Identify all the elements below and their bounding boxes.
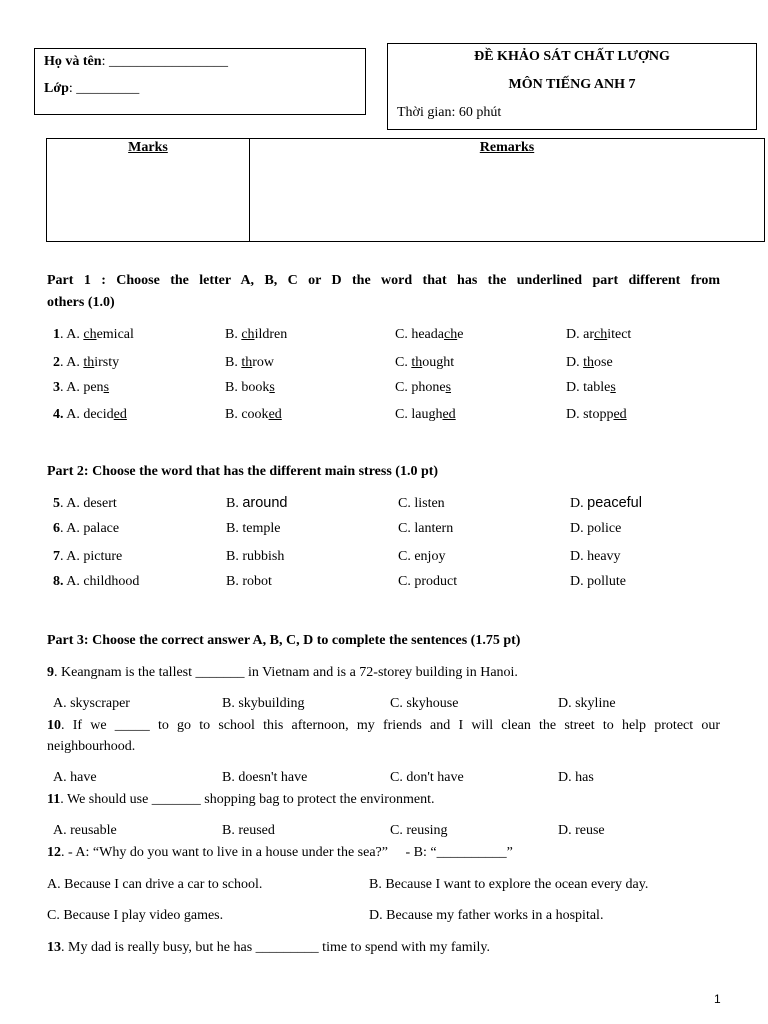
q3-option-b[interactable]: B. books (225, 380, 275, 395)
q1-option-c[interactable]: C. headache (395, 327, 464, 342)
q12-option-c[interactable]: C. Because I play video games. (47, 908, 224, 923)
q12-option-a[interactable]: A. Because I can drive a car to school. (47, 877, 263, 892)
q3-option-a[interactable]: 3. A. pens (53, 380, 110, 395)
q2-option-d[interactable]: D. those (566, 355, 613, 370)
q12-option-d[interactable]: D. Because my father works in a hospital. (369, 908, 604, 923)
q10-stem-line1: 10. If we _____ to go to school this afternoon, my friends and I will clean the street to help protect our (47, 718, 720, 733)
name-label: Họ và tên (44, 54, 102, 69)
q11-option-a[interactable]: A. reusable (53, 823, 117, 838)
q9-option-d[interactable]: D. skyline (558, 696, 616, 711)
q4-option-b[interactable]: B. cooked (225, 407, 282, 422)
q3-option-d[interactable]: D. tables (566, 380, 616, 395)
q10-option-b[interactable]: B. doesn't have (222, 770, 308, 785)
q9-option-c[interactable]: C. skyhouse (390, 696, 459, 711)
q9-stem: 9. Keangnam is the tallest _______ in Vietnam and is a 72-storey building in Hanoi. (47, 665, 518, 680)
part3-heading: Part 3: Choose the correct answer A, B, C, D to complete the sentences (1.75 pt) (47, 633, 521, 648)
q6-option-b[interactable]: B. temple (226, 521, 281, 536)
name-blank[interactable]: : _________________ (101, 54, 228, 69)
q10-option-c[interactable]: C. don't have (390, 770, 464, 785)
q8-option-a[interactable]: 8. A. childhood (53, 574, 140, 589)
q10-option-d[interactable]: D. has (558, 770, 594, 785)
q1-option-b[interactable]: B. children (225, 327, 288, 342)
q6-option-d[interactable]: D. police (570, 521, 622, 536)
q9-option-a[interactable]: A. skyscraper (53, 696, 130, 711)
q8-option-d[interactable]: D. pollute (570, 574, 626, 589)
part2-heading: Part 2: Choose the word that has the different main stress (1.0 pt) (47, 464, 439, 479)
q7-option-c[interactable]: C. enjoy (398, 549, 446, 564)
q5-option-c[interactable]: C. listen (398, 496, 445, 511)
q4-option-d[interactable]: D. stopped (566, 407, 627, 422)
q12-option-b[interactable]: B. Because I want to explore the ocean every day. (369, 877, 649, 892)
exam-time: Thời gian: 60 phút (397, 105, 502, 120)
q11-stem: 11. We should use _______ shopping bag to protect the environment. (47, 792, 435, 807)
exam-title: ĐỀ KHẢO SÁT CHẤT LƯỢNG (474, 49, 670, 64)
exam-subject: MÔN TIẾNG ANH 7 (508, 77, 636, 92)
q1-option-a[interactable]: 1. A. chemical (53, 327, 134, 342)
q11-option-d[interactable]: D. reuse (558, 823, 605, 838)
q9-option-b[interactable]: B. skybuilding (222, 696, 305, 711)
q4-option-c[interactable]: C. laughed (395, 407, 456, 422)
class-field-row (44, 81, 139, 97)
q6-option-c[interactable]: C. lantern (398, 521, 454, 536)
class-label: Lớp (44, 81, 69, 96)
class-blank[interactable]: : _________ (68, 81, 140, 96)
exam-title-box (387, 43, 757, 130)
q13-stem: 13. My dad is really busy, but he has _________ time to spend with my family. (47, 940, 491, 955)
q12-stem: 12. - A: “Why do you want to live in a house under the sea?” - B: “__________” (47, 845, 513, 860)
part1-heading-line2: others (1.0) (47, 295, 115, 310)
q5-option-a[interactable]: 5. A. desert (53, 496, 117, 511)
marks-header: Marks (128, 140, 168, 155)
q7-option-d[interactable]: D. heavy (570, 549, 621, 564)
student-info-box (34, 48, 366, 115)
q6-option-a[interactable]: 6. A. palace (53, 521, 120, 536)
q11-option-c[interactable]: C. reusing (390, 823, 448, 838)
score-table (46, 138, 765, 242)
q1-option-d[interactable]: D. architect (566, 327, 632, 342)
part1-heading-line1: Part 1 : Choose the letter A, B, C or D the word that has the underlined part different from (47, 273, 720, 288)
q10-option-a[interactable]: A. have (53, 770, 97, 785)
q3-option-c[interactable]: C. phones (395, 380, 452, 395)
q7-option-b[interactable]: B. rubbish (226, 549, 285, 564)
q5-option-b[interactable]: B. around (226, 495, 288, 511)
q2-option-c[interactable]: C. thought (395, 355, 455, 370)
q8-option-b[interactable]: B. robot (226, 574, 272, 589)
remarks-header: Remarks (479, 140, 535, 155)
q10-stem-line2: neighbourhood. (47, 739, 136, 754)
q4-option-a[interactable]: 4. A. decided (53, 407, 127, 422)
q2-option-a[interactable]: 2. A. thirsty (53, 355, 120, 370)
name-field-row (44, 54, 228, 70)
q11-option-b[interactable]: B. reused (222, 823, 275, 838)
q8-option-c[interactable]: C. product (398, 574, 458, 589)
q7-option-a[interactable]: 7. A. picture (53, 549, 123, 564)
q5-option-d[interactable]: D. peaceful (570, 495, 642, 511)
q2-option-b[interactable]: B. throw (225, 355, 275, 370)
page-number: 1 (714, 992, 721, 1006)
